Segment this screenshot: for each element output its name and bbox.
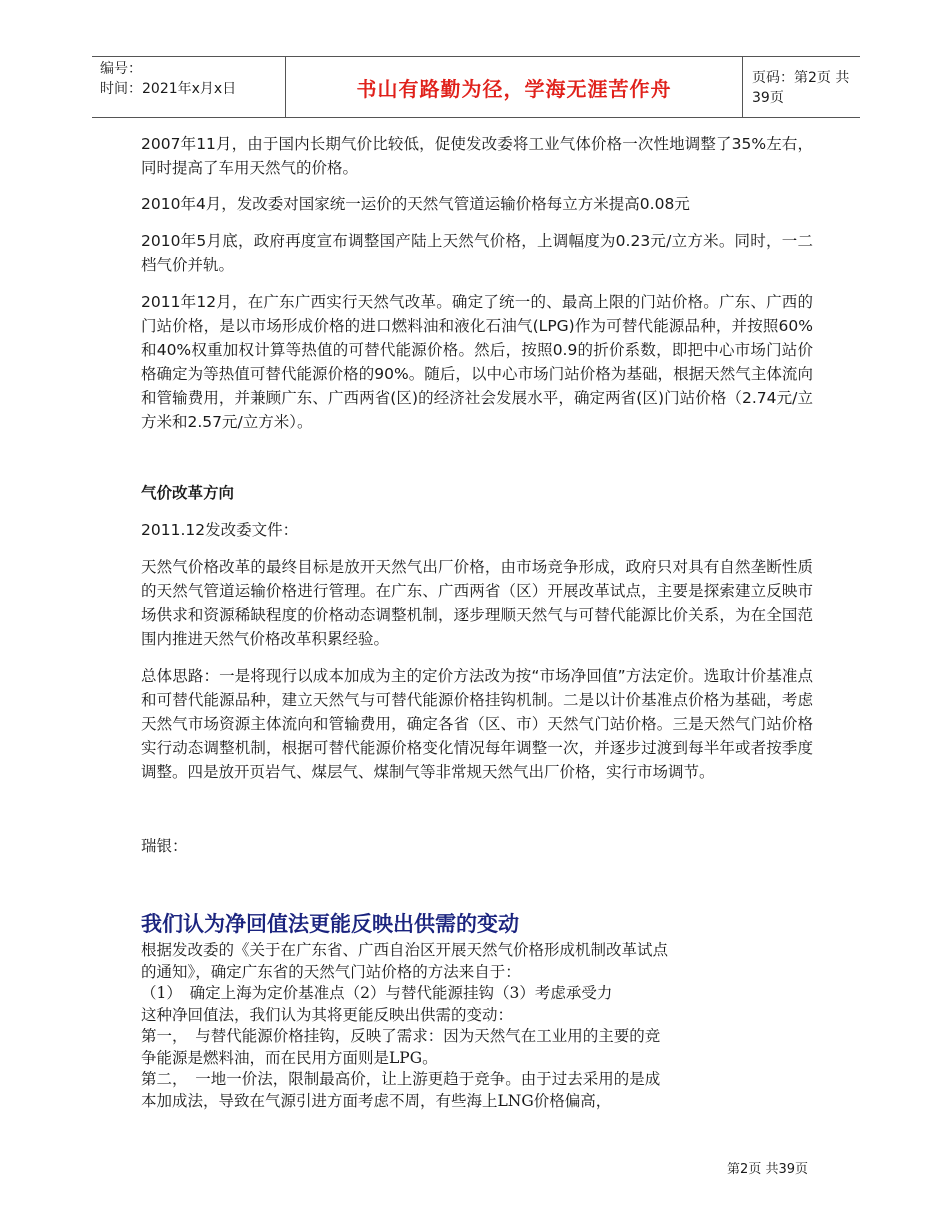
page-header (92, 56, 860, 118)
section-heading: 气价改革方向 (141, 484, 235, 502)
ubs-section-title: 我们认为净回值法更能反映出供需的变动 (141, 911, 519, 936)
paragraph-2011-dec: 2011年12月，在广东广西实行天然气改革。确定了统一的、最高上限的门站价格。广东、广西的门站价格，是以市场形成价格的进口燃料油和液化石油气(LPG)作为可替代能源品种，并按照60%和40%权重加权计算等热值的可替代能源价格。然后，按照0.9的折价系数，即把中心市场门站价格确定为等热值可替代能源价格的90%。随后，以中心市场门站价格为基础，根据天然气主体流向和管输费用，并兼顾广东、广西两省(区)的经济社会发展水平，确定两省(区)门站价格（2.74元/立方米和2.57元/立方米）。 (141, 293, 813, 431)
header-meta (100, 59, 280, 99)
header-page-number: 页码：第2页 共39页 (752, 70, 850, 106)
paragraph-reform-goal: 天然气价格改革的最终目标是放开天然气出厂价格，由市场竞争形成，政府只对具有自然垄断性质的天然气管道运输价格进行管理。在广东、广西两省（区）开展改革试点，主要是探索建立反映市场供求和资源稀缺程度的价格动态调整机制，逐步理顺天然气与可替代能源比价关系，为在全国范围内推进天然气价格改革积累经验。 (141, 558, 813, 648)
page-footer: 第2页 共39页 (727, 1162, 808, 1177)
paragraph-overall-approach: 总体思路：一是将现行以成本加成为主的定价方法改为按“市场净回值”方法定价。选取计价基准点和可替代能源品种，建立天然气与可替代能源价格挂钩机制。二是以计价基准点价格为基础，考虑天然气市场资源主体流向和管输费用，确定各省（区、市）天然气门站价格。三是天然气门站价格实行动态调整机制，根据可替代能源价格变化情况每年调整一次，并逐步过渡到每半年或者按季度调整。四是放开页岩气、煤层气、煤制气等非常规天然气出厂价格，实行市场调节。 (141, 667, 813, 781)
ubs-line: 第二， 一地一价法，限制最高价，让上游更趋于竞争。由于过去采用的是成 (141, 1070, 661, 1088)
document-body (141, 132, 813, 858)
ubs-line: 本加成法，导致在气源引进方面考虑不周，有些海上LNG价格偏高， (141, 1091, 612, 1110)
header-time-label: 时间：2021年x月x日 (100, 81, 237, 97)
header-motto: 书山有路勤为径，学海无涯苦作舟 (356, 76, 672, 101)
paragraph-ubs-label: 瑞银： (141, 837, 188, 855)
header-divider (742, 57, 743, 117)
ubs-line: 根据发改委的《关于在广东省、广西自治区开展天然气价格形成机制改革试点 (141, 941, 669, 959)
ubs-line: （1） 确定上海为定价基准点（2）与替代能源挂钩（3）考虑承受力 (141, 984, 613, 1002)
ubs-line: 这种净回值法，我们认为其将更能反映出供需的变动： (141, 1005, 514, 1024)
paragraph-2010-april: 2010年4月，发改委对国家统一运价的天然气管道运输价格每立方米提高0.08元 (141, 195, 690, 213)
ubs-section-body (141, 940, 781, 1112)
paragraph-ndrc-file: 2011.12发改委文件： (141, 521, 299, 539)
ubs-line: 争能源是燃料油，而在民用方面则是LPG。 (141, 1048, 438, 1067)
ubs-line: 的通知》，确定广东省的天然气门站价格的方法来自于： (141, 962, 521, 981)
paragraph-2010-may: 2010年5月底，政府再度宣布调整国产陆上天然气价格，上调幅度为0.23元/立方米。同时，一二档气价并轨。 (141, 232, 813, 274)
ubs-line: 第一， 与替代能源价格挂钩，反映了需求：因为天然气在工业用的主要的竞 (141, 1027, 661, 1045)
header-number-label: 编号： (100, 61, 142, 77)
paragraph-2007: 2007年11月，由于国内长期气价比较低，促使发改委将工业气体价格一次性地调整了35%左右，同时提高了车用天然气的价格。 (141, 135, 813, 177)
